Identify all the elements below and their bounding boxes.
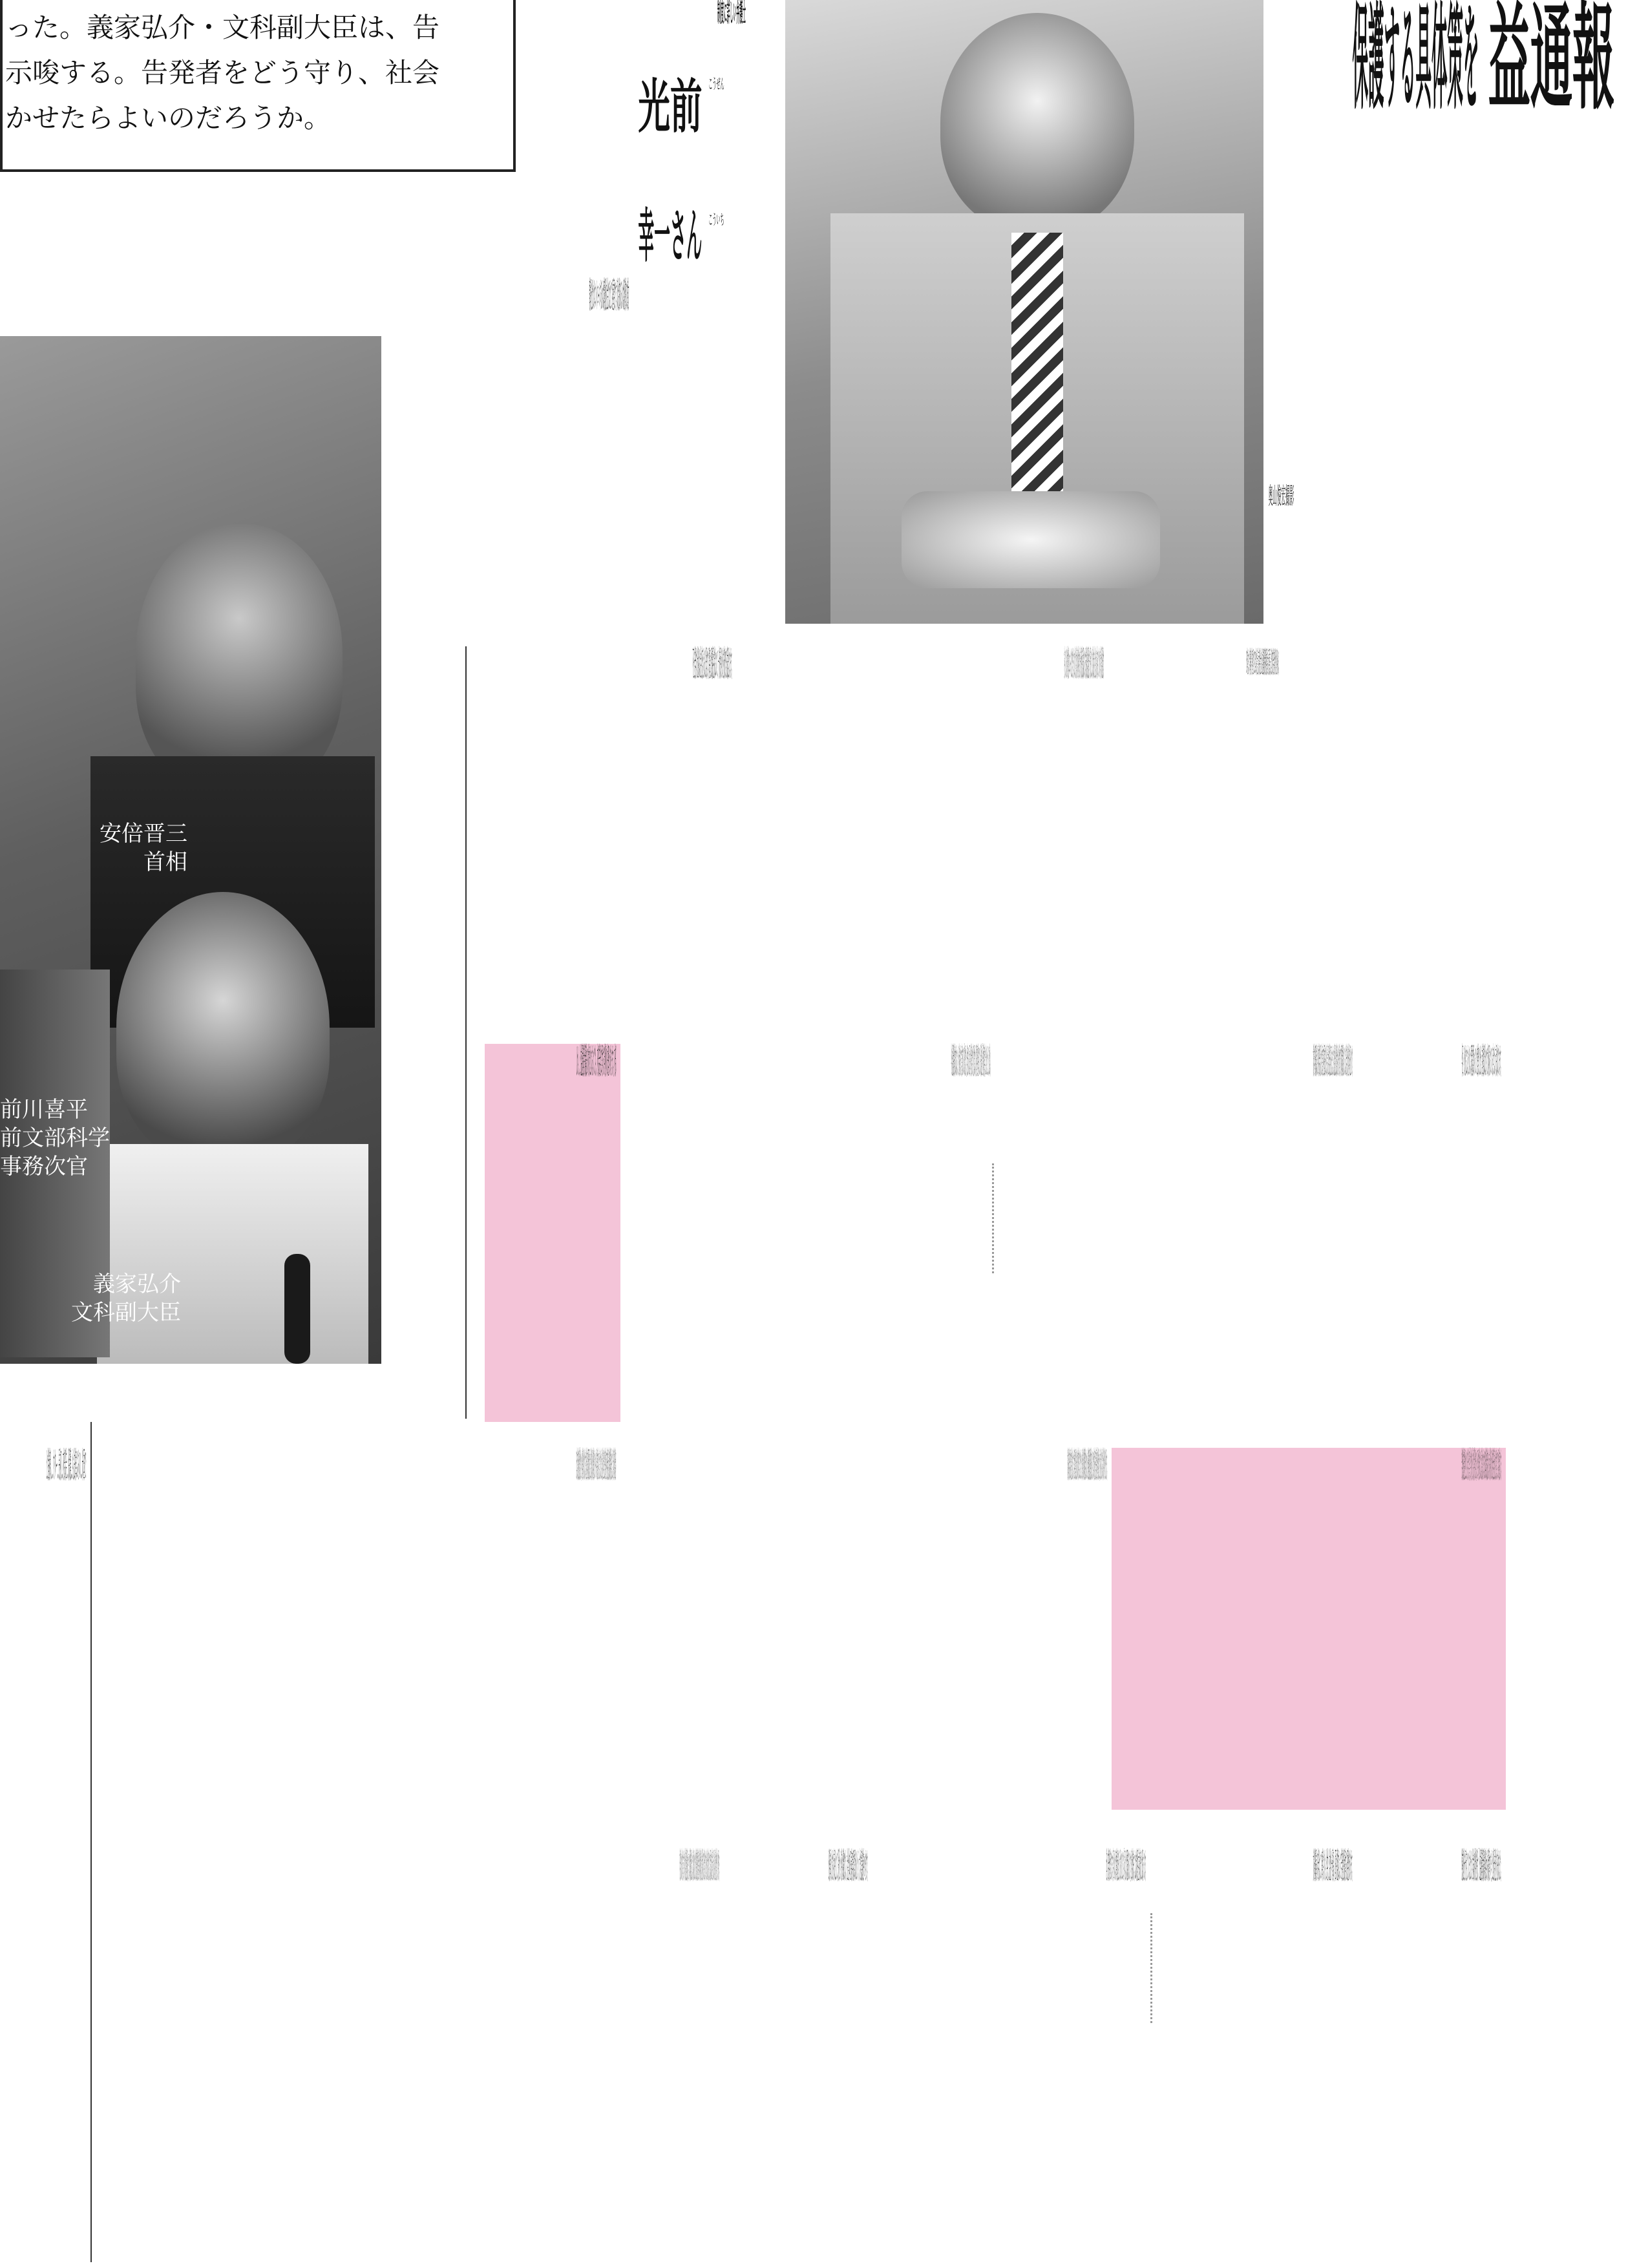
body-paragraph-mid-3-highlight: しかし、公益通報者保護法の対象とならなくても、内部告発に関する判例の法理があります。内部 (485, 1044, 620, 1422)
profile-given-ruby: こういち (708, 213, 724, 228)
caption-maekawa-title-1: 前文部科学 (0, 1125, 110, 1151)
body-paragraph-mid-4: 今回、それをおこなったのは、問題に関わっていた官僚でしたが、首相官邸に比べて力が限られている点では、市民に似ています。 (1461, 1044, 1502, 1080)
profile-tagline: 制度に詳しい弁護士 (717, 0, 746, 26)
body-paragraph-low-1: 文科省職員らの内部告発はこの4要件を完全に満たしています。大臣が事実と異なる発表をしたのに政府の内部で自浄することができなかった。だから職員らは外部の報道機関に告発するしかなかった。守秘義務違反を理由に職員を懲戒処分にしても、それは無効です。萩生田光一官房副長官が「俺の名誉が毀損された」と前川さんを訴えても勝てない。裁判所はそう判断するだろうと思います。 (1067, 1448, 1108, 1484)
body-paragraph-low-6: 公務員の人たちも市民として、役所という狭い組織でなく、社会全体の正義の実現に関わるという、大きな意識を持つべきです。 (828, 1849, 869, 1885)
caption-maekawa-title-2: 事務次官 (0, 1154, 88, 1180)
profile-surname-ruby: こうぜん (708, 78, 724, 92)
headline-line-2: 保護する具体策を (1352, 0, 1479, 115)
body-paragraph-low-2: 3年ほど前に判決が確定した護衛艦「たちかぜ」いじめ自殺事件の例とよく似ています。海上自衛官の自殺の原因が問題となった訴訟で、防衛省は、同僚の自衛官に行ったアンケートの結果の文書が存在しないと言い続けていましたが、訴訟対応の担当官だった3等海佐がその存在を内部告発し、遺族が高裁で勝訴判決を得ました。この際、当初、防衛省は告発者の (576, 1448, 617, 1484)
caption-maekawa (0, 1096, 116, 1181)
lawyer-hands (902, 491, 1160, 588)
body-paragraph-low-highlight: 告発で勤務先に損害を発生させたとしても、その告発が、「真実で」「公共性があり」「公益目的で」「手段が相当である」という四つの要件を満たしていれば、違法性はなくなります。2004年に保護法が制定されるより前から、裁判所はそうした内部告発を正当行為として免責してきていて、4要件は定着しています。 (1112, 1448, 1506, 1810)
headline-line-1: 益通報 (1488, 0, 1615, 115)
body-paragraph-low-7: 内部告発する人は様々なリスクを背負っています。今の制度は「公益通報者を保護します」と言いつつ、具体的な保護措置がほとんどない。救済が認められたとしても微々たる損害賠償で、報復をした事業者の側への制裁は軽すぎる。社会は利益を得ているのに告発者だけにリスクを負わせる仕組みでは、制度が生きてこない。問題があれば自由に声を上げられる、風通しのいい環境を社会全体で作っていく必要があります。 (679, 1849, 720, 1885)
body-paragraph-low-5: 近年、内部告発が増えています。今回のような事件が起きると、私たちのところにも「同じような問題があるんです」と相談が来ます。これは参加型民主主義の表れだと私は思っています。 (1106, 1849, 1146, 1885)
caption-yoshiie-name: 義家弘介 (93, 1271, 181, 1297)
body-paragraph-mid-3: 今の公益通報者保護法の対象にはならない、という指摘もあります。文書があるのに「確認できない」と発表するのは、国民への背信行為ですが、犯罪ではない。犯罪の存否を基準にしている、保護法上の「通報対象事実」に当たるかというと、そこは難しい。 (951, 1044, 991, 1080)
abe-figure (136, 524, 343, 795)
caption-yoshiie-title: 文科副大臣 (71, 1300, 181, 1326)
body-paragraph-mid-5: 文部科学省の現旧職員による今回の内部告発は、隠された文書の存在を国民に知らせ、結局、大臣が公式発表を訂正しました。まさに公益通報として保護されるべき行動です。内部の問題に精通している人による告発が、政府全体の誤りを正したのです。 (1313, 1044, 1353, 1080)
microphone (284, 1254, 310, 1364)
photo-credit: 奥山俊宏撮影 (1268, 485, 1294, 508)
yoshiie-suit (97, 1144, 368, 1364)
profile-surname: 光前 (638, 78, 703, 136)
intro-line-1: った。義家弘介・文科副大臣は、告 (5, 12, 440, 43)
intro-box (0, 0, 516, 172)
adjacent-article-fragment: と指摘し…ウター…長初…内部告…保護…も法律ぶらの…米国で (46, 1448, 87, 1484)
column-rule-1 (465, 646, 467, 1419)
body-paragraph-top-1: 情報をだれがコントロールするかは情報化社会ではとても重要です。政治的あるいは経済的に権力 (589, 278, 629, 314)
profile-bio: 50年生まれ。判事補、判事を経て、91年に弁護士。東京弁護士会の公益通報者保護特別委員会の元委員長。法廷で内部告発者の代理人も務める。 (1246, 648, 1280, 677)
profile-given: 幸一さん (638, 207, 703, 265)
caption-abe-title: 首相 (143, 849, 187, 875)
intro-line-3: かせたらよいのだろうか。 (5, 102, 332, 134)
yoshiie-figure (116, 892, 330, 1163)
caption-maekawa-name: 前川喜平 (0, 1097, 88, 1123)
section-divider-2 (1150, 1913, 1152, 2023)
body-paragraph-mid-1: を持っている人はその権力で情報をコントロールすることができます。それに対して、経済力もなく何の権力も持たない一般市民が使える武器は限られています。最後の武器が公益通報です。一般市民にとって、政治に参加し、社会をより良い方向に持っていくための、有力な手段が公益通報です。 (1064, 646, 1104, 683)
intro-line-2: 示唆する。告発者をどう守り、社会 (5, 57, 440, 89)
caption-abe-name: 安倍晋三 (100, 821, 187, 847)
caption-yoshiie (32, 1270, 181, 1327)
lawyer-photo (785, 0, 1263, 624)
body-paragraph-low-4: 文科省職員らの告発は、この事件よりも、公共性、公益性が一層高い。国民の監視によって告発者を保護する必要性があります。 (1313, 1849, 1353, 1885)
body-paragraph-low-3: 懲戒処分を予定していましたが、世論の批判を受け、「公益通報者保護の観点から保護すべき」と処分見送りを決めました。 (1461, 1849, 1502, 1885)
body-paragraph-mid-2: 不正を告発する仕組みは社会を変えられる公器です。閉塞した間接民主制において、一般市民がそれを打破できる武器となります。 (692, 646, 733, 683)
lawyer-head (940, 13, 1134, 233)
caption-abe (52, 820, 187, 876)
column-rule-left (90, 1422, 92, 2262)
